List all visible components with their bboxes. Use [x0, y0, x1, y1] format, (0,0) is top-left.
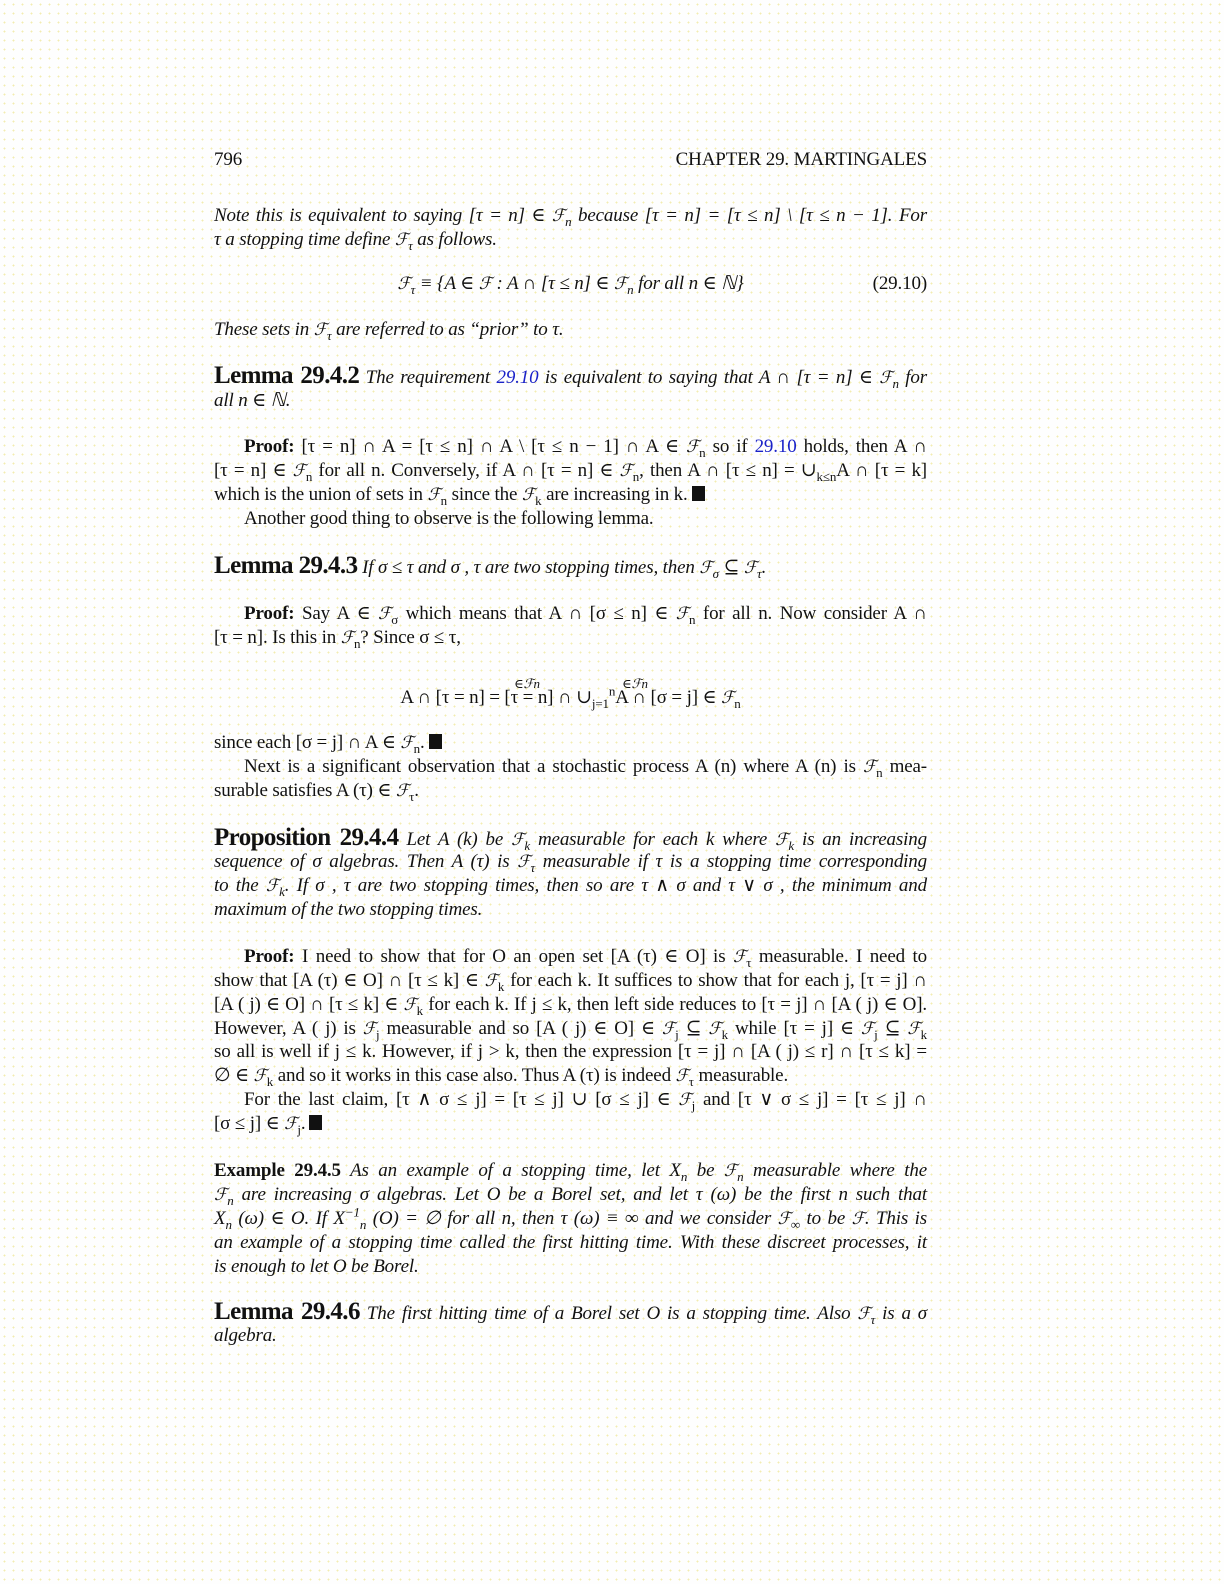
subscript: k — [535, 492, 542, 508]
text-line — [214, 1204, 927, 1232]
subscript: τ — [870, 1311, 876, 1327]
text: [τ = n] ∈ — [214, 460, 293, 481]
text: measurable. — [693, 1065, 789, 1086]
script-f-symbol: ℱ — [723, 1161, 738, 1181]
script-f-symbol: ℱ — [378, 604, 392, 624]
script-f-symbol: ℱ — [857, 1304, 871, 1324]
text: . — [300, 1113, 306, 1134]
text: which is the union of sets in — [214, 484, 428, 505]
proof-label: Proof: — [244, 436, 295, 457]
text-line — [214, 228, 927, 252]
text: ∅ ∈ — [214, 1065, 254, 1086]
subscript: τ — [408, 237, 413, 253]
text-line — [214, 969, 927, 993]
text-line — [214, 779, 927, 803]
subscript: ∞ — [790, 1216, 800, 1232]
script-f-symbol: ℱ — [397, 274, 411, 294]
text: because — [571, 205, 645, 226]
text: which means that A ∩ [σ ≤ n] ∈ — [398, 603, 676, 624]
subscript: n — [632, 468, 640, 484]
script-f-symbol: ℱ — [521, 485, 536, 505]
text: so if — [705, 436, 755, 457]
qed-symbol — [429, 734, 442, 749]
theorem-heading: Proposition 29.4.4 — [214, 824, 399, 851]
text-line — [214, 1064, 927, 1088]
subscript: k — [920, 1026, 927, 1042]
script-f-symbol: ℱ — [661, 1019, 676, 1039]
text-line — [214, 945, 927, 969]
text-line — [214, 318, 927, 342]
script-f-symbol: ℱ — [675, 1066, 689, 1086]
text-line — [214, 731, 927, 755]
text: . If σ , τ are two stopping times, then so are τ ∧ σ and τ ∨ σ , the minimum and — [284, 875, 927, 896]
script-f-symbol: ℱ — [699, 558, 713, 578]
text: measurable where the — [743, 1160, 927, 1181]
text: A ∩ [τ = n] = [τ = n] ∩ ∪ — [400, 687, 592, 708]
subscript: j — [376, 1026, 380, 1042]
subscript: τ — [746, 954, 752, 970]
text: ⊆ — [877, 1018, 908, 1039]
script-f-symbol: ℱ — [517, 852, 531, 872]
text: The first hitting time of a Borel set O is a stopping time. Also — [359, 1303, 858, 1324]
text: As an example of a stopping time, let X — [340, 1160, 681, 1181]
text: maximum of the two stopping times. — [214, 899, 483, 920]
math-text: : A ∩ [τ ≤ n] ∈ — [491, 273, 614, 294]
subscript: τ — [530, 859, 535, 875]
script-f-symbol: ℱ — [551, 206, 566, 226]
text: [A ( j) ∈ O] ∩ [τ ≤ k] ∈ — [214, 994, 404, 1015]
subscript: n — [565, 213, 572, 229]
text: [τ = n]. Is this in — [214, 627, 341, 648]
text: Let A (k) be — [398, 829, 512, 850]
text: measurable if τ is a stopping time corresponding — [535, 851, 928, 872]
text: for all n ∈ ℕ} — [633, 273, 744, 294]
text: ⊆ — [718, 557, 744, 578]
text-line — [214, 1324, 927, 1348]
script-f-symbol: ℱ — [400, 733, 414, 753]
text: These sets in — [214, 319, 314, 340]
subscript: k — [788, 837, 795, 853]
text: so all is well if j ≤ k. However, if j > k, then the expression [τ = j] ∩ [A ( j) ≤ r] ∩ [τ ≤ k] = — [214, 1041, 927, 1062]
overset-annotation: ∈ℱn — [622, 676, 648, 691]
script-f-symbol: ℱ — [265, 876, 280, 896]
text: for all n. Now consider A ∩ — [695, 603, 927, 624]
math-text: [τ = n] ∈ — [468, 205, 552, 226]
script-f-symbol: ℱ — [284, 1114, 298, 1134]
script-f-symbol: ℱ — [394, 230, 409, 250]
subscript: τ — [757, 565, 762, 581]
text: are increasing σ algebras. Let O be a Borel set, and let τ (ω) be the first n such that — [233, 1184, 927, 1205]
text: show that [A (τ) ∈ O] ∩ [τ ≤ k] ∈ — [214, 970, 485, 991]
theorem-heading: Lemma 29.4.3 — [214, 552, 358, 579]
text: is an increasing — [794, 829, 927, 850]
subscript: k — [524, 837, 530, 853]
script-f-symbol: ℱ — [775, 830, 789, 850]
subscript: n — [413, 740, 420, 756]
text: while [τ = j] ∈ — [727, 1018, 861, 1039]
script-f-symbol: ℱ — [851, 1209, 865, 1229]
script-f-symbol: ℱ — [511, 830, 525, 850]
subscript: n — [689, 611, 696, 627]
text-line — [214, 826, 927, 852]
script-f-symbol: ℱ — [619, 461, 633, 481]
text: be — [687, 1160, 724, 1181]
text-line — [214, 755, 927, 779]
superscript: n — [608, 683, 616, 699]
text: I need to show that for O an open set [A (τ) ∈ O] is — [294, 946, 733, 967]
text-line — [214, 993, 927, 1017]
text: X — [214, 1208, 226, 1229]
script-f-symbol: ℱ — [743, 558, 758, 578]
text: ? Since σ ≤ τ, — [360, 627, 461, 648]
text: [τ = n] ∩ A = [τ ≤ n] ∩ A \ [τ ≤ n − 1] ∩ A ∈ — [294, 436, 686, 457]
text: as follows. — [412, 229, 497, 250]
text-line — [214, 1231, 927, 1255]
subscript: n — [227, 1192, 234, 1208]
subscript: k — [721, 1026, 728, 1042]
script-f-symbol: ℱ — [313, 320, 327, 340]
text-line — [214, 874, 927, 898]
text-line — [214, 626, 927, 650]
script-f-symbol: ℱ — [675, 604, 690, 624]
script-f-symbol: ℱ — [427, 485, 441, 505]
math-text: [τ = n] = [τ ≤ n] \ [τ ≤ n − 1] — [644, 205, 888, 226]
subscript: n — [876, 764, 883, 780]
text: are referred to as “prior” to τ. — [331, 319, 564, 340]
subscript: τ — [410, 281, 416, 297]
subscript: n — [353, 635, 361, 651]
subscript: k — [266, 1073, 274, 1089]
page-number: 796 — [214, 149, 243, 170]
text: However, A ( j) is — [214, 1018, 363, 1039]
math-text: ≡ {A ∈ — [415, 273, 479, 294]
subscript: n — [892, 375, 899, 391]
text: If σ ≤ τ and σ , τ are two stopping times, then — [357, 557, 700, 578]
script-f-symbol: ℱ — [907, 1019, 921, 1039]
text: an example of a stopping time called the first hitting time. With these discreet processes, it — [214, 1232, 927, 1253]
text: algebra. — [214, 1325, 277, 1346]
text-line — [214, 1017, 927, 1041]
script-f-symbol: ℱ — [478, 274, 492, 294]
text: for each k. It suffices to show that for each j, [τ = j] ∩ — [504, 970, 927, 991]
script-f-symbol: ℱ — [362, 1019, 377, 1039]
script-f-symbol: ℱ — [214, 1185, 228, 1205]
text-line — [214, 602, 927, 626]
subscript: τ — [326, 327, 332, 343]
equation-link[interactable]: 29.10 — [754, 436, 797, 457]
script-f-symbol: ℱ — [253, 1066, 267, 1086]
script-f-symbol: ℱ — [685, 437, 700, 457]
script-f-symbol: ℱ — [860, 1019, 875, 1039]
script-f-symbol: ℱ — [777, 1209, 791, 1229]
qed-symbol — [692, 486, 705, 501]
text: are increasing in k. — [541, 484, 688, 505]
text: . This is — [864, 1208, 927, 1229]
subscript: n — [225, 1216, 232, 1232]
superscript: −1 — [344, 1204, 360, 1220]
text-line — [214, 1159, 927, 1183]
text: to be — [799, 1208, 852, 1229]
text-line — [214, 1300, 927, 1326]
subscript: j — [675, 1026, 679, 1042]
theorem-heading: Lemma 29.4.6 — [214, 1298, 360, 1325]
text-line — [214, 1088, 927, 1112]
subscript: k — [416, 1002, 424, 1018]
subscript: σ — [712, 565, 719, 581]
text: . — [414, 780, 419, 801]
text: A ∩ [τ = k] — [836, 460, 927, 481]
text-line — [214, 1040, 927, 1064]
text-line — [214, 272, 927, 296]
subscript: n — [305, 468, 313, 484]
text: measurable and so [A ( j) ∈ O] ∈ — [379, 1018, 662, 1039]
text: for each k. If j ≤ k, then left side reduces to [τ = j] ∩ [A ( j) ∈ O]. — [423, 994, 927, 1015]
text: to the — [214, 875, 266, 896]
script-f-symbol: ℱ — [484, 971, 498, 991]
text: . — [419, 732, 425, 753]
running-header — [214, 148, 927, 172]
subscript: n — [734, 695, 741, 711]
text: [σ ≤ j] ∈ — [214, 1113, 285, 1134]
math-text: τ — [214, 229, 221, 250]
text: For the last claim, [τ ∧ σ ≤ j] = [τ ≤ j] ∪ [σ ≤ j] ∈ — [244, 1089, 679, 1110]
subscript: n — [627, 281, 634, 297]
text: is a σ — [875, 1303, 928, 1324]
text-line — [214, 364, 927, 390]
text: Say A ∈ — [294, 603, 379, 624]
script-f-symbol: ℱ — [862, 757, 877, 777]
text-line — [214, 554, 927, 580]
text: Next is a significant observation that a stochastic process A (n) where A (n) is — [244, 756, 863, 777]
subscript: τ — [409, 788, 415, 804]
chapter-title: CHAPTER 29. MARTINGALES — [675, 149, 927, 170]
text: is equivalent to saying that A ∩ [τ = n] ∈ — [538, 367, 880, 388]
text: sequence of σ algebras. Then A (τ) is — [214, 851, 518, 872]
overset-annotation: ∈ℱn — [514, 676, 540, 691]
text: ⊆ — [678, 1018, 709, 1039]
script-f-symbol: ℱ — [403, 995, 417, 1015]
script-f-symbol: ℱ — [395, 781, 410, 801]
text: . For — [887, 205, 927, 226]
subscript: σ — [391, 611, 399, 627]
text: all n ∈ ℕ. — [214, 390, 291, 411]
script-f-symbol: ℱ — [708, 1019, 722, 1039]
text-line — [214, 1255, 927, 1279]
subscript: k≤n — [816, 468, 837, 484]
text: for — [898, 367, 927, 388]
script-f-symbol: ℱ — [879, 368, 893, 388]
script-f-symbol: ℱ — [340, 628, 354, 648]
script-f-symbol: ℱ — [678, 1090, 692, 1110]
subscript: n — [680, 1168, 688, 1184]
subscript: j — [297, 1121, 301, 1137]
text-line — [214, 389, 927, 413]
script-f-symbol: ℱ — [292, 461, 306, 481]
text-line — [214, 435, 927, 459]
proof-label: Proof: — [244, 603, 295, 624]
subscript: k — [279, 883, 285, 899]
text: since each [σ = j] ∩ A ∈ — [214, 732, 401, 753]
script-f-symbol: ℱ — [613, 274, 628, 294]
text: since the — [447, 484, 522, 505]
example-heading: Example 29.4.5 — [214, 1160, 341, 1181]
text-line — [214, 459, 927, 483]
qed-symbol — [309, 1115, 322, 1130]
text: is enough to let O be Borel. — [214, 1256, 419, 1277]
text: for all n. Conversely, if A ∩ [τ = n] ∈ — [312, 460, 620, 481]
text: Note this is equivalent to saying — [214, 205, 469, 226]
equation-link[interactable]: 29.10 — [496, 367, 539, 388]
text-line — [214, 1183, 927, 1207]
text: . — [761, 557, 767, 578]
text: Another good thing to observe is the following lemma. — [244, 508, 654, 529]
script-f-symbol: ℱ — [732, 947, 747, 967]
equation-number: (29.10) — [872, 273, 927, 294]
text: measurable for each k where — [530, 829, 776, 850]
subscript: n — [737, 1168, 744, 1184]
text-line — [214, 507, 927, 531]
proof-label: Proof: — [244, 946, 295, 967]
subscript: j=1 — [591, 695, 609, 711]
subscript: n — [440, 492, 448, 508]
text-line — [214, 676, 927, 711]
text: , then A ∩ [τ ≤ n] = ∪ — [639, 460, 817, 481]
text: (ω) ∈ O. If X — [231, 1208, 345, 1229]
text-line — [214, 483, 927, 507]
text-line — [214, 1112, 927, 1136]
subscript: n — [359, 1216, 367, 1232]
text: and so it works in this case also. Thus A (τ) is indeed — [273, 1065, 676, 1086]
text: A ∩ [σ = j] ∈ — [615, 687, 722, 708]
subscript: j — [691, 1097, 696, 1113]
text-line — [214, 898, 927, 922]
text: (O) = ∅ for all n, then τ (ω) ≡ ∞ and we consider — [366, 1208, 778, 1229]
text-line — [214, 204, 927, 228]
text: surable satisfies A (τ) ∈ — [214, 780, 396, 801]
subscript: k — [497, 978, 505, 994]
text: measurable. I need to — [751, 946, 927, 967]
text: mea- — [882, 756, 927, 777]
text: a stopping time define — [220, 229, 395, 250]
theorem-heading: Lemma 29.4.2 — [214, 362, 360, 389]
subscript: τ — [688, 1073, 694, 1089]
script-f-symbol: ℱ — [721, 688, 735, 708]
text: and [τ ∨ σ ≤ j] = [τ ≤ j] ∩ — [695, 1089, 927, 1110]
text: holds, then A ∩ — [796, 436, 927, 457]
subscript: j — [874, 1026, 878, 1042]
text: The requirement — [359, 367, 497, 388]
subscript: n — [699, 444, 706, 460]
text-line — [214, 850, 927, 874]
